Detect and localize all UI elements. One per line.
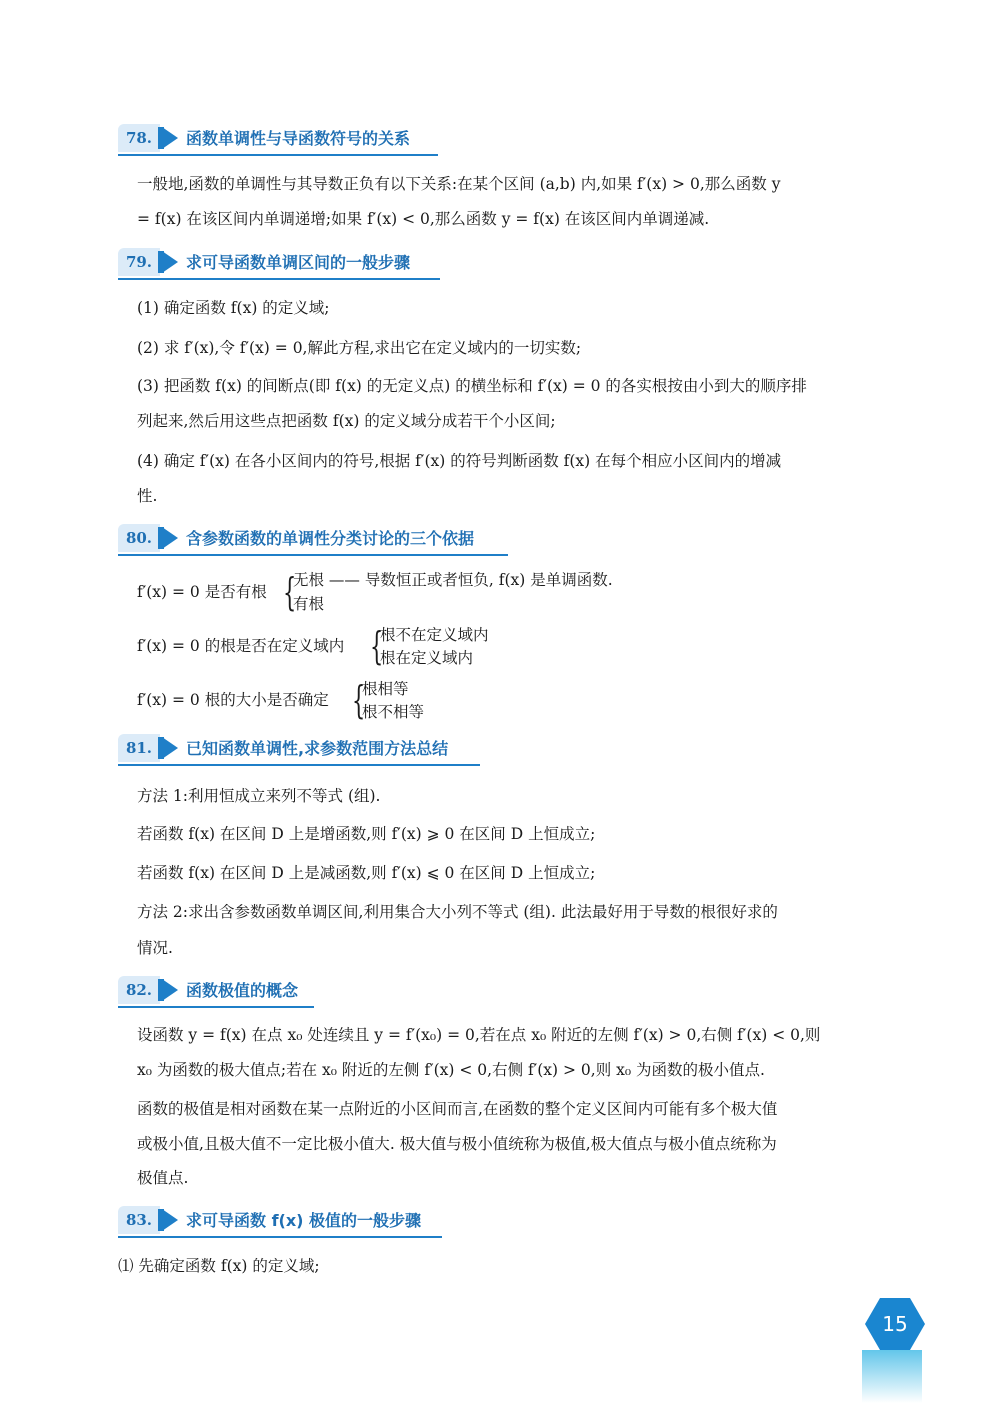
paragraph: 方法 1:利用恒成立来列不等式 (组). xyxy=(137,787,381,805)
case-option: 根不相等 xyxy=(362,703,425,721)
section-number: 81. xyxy=(118,734,160,762)
paragraph: 或极小值,且极大值不一定比极小值大. 极大值与极小值统称为极值,极大值点与极小值点统称为 xyxy=(137,1135,777,1153)
section-title: 函数极值的概念 xyxy=(186,981,299,1000)
paragraph: 设函数 y = f(x) 在点 x₀ 处连续且 y = f′(x₀) = 0,若在点 x₀ 附近的左侧 f′(x) > 0,右侧 f′(x) < 0,则 xyxy=(137,1026,821,1044)
paragraph: 函数的极值是相对函数在某一点附近的小区间而言,在函数的整个定义区间内可能有多个极大值 xyxy=(137,1100,778,1118)
section-number: 78. xyxy=(118,124,160,152)
section-number: 82. xyxy=(118,976,160,1004)
section-header-83 xyxy=(118,1206,442,1238)
section-header-81 xyxy=(118,734,480,766)
section-header-82 xyxy=(118,976,314,1008)
page-number: 15 xyxy=(882,1312,908,1336)
paragraph: 极值点. xyxy=(137,1169,189,1187)
arrow-icon xyxy=(162,979,178,1001)
list-item: (3) 把函数 f(x) 的间断点(即 f(x) 的无定义点) 的横坐标和 f′(x) = 0 的各实根按由小到大的顺序排 xyxy=(137,377,807,395)
list-item: ⑴ 先确定函数 f(x) 的定义域; xyxy=(118,1257,320,1275)
paragraph: 一般地,函数的单调性与其导数正负有以下关系:在某个区间 (a,b) 内,如果 f′(x) > 0,那么函数 y xyxy=(137,175,781,193)
section-header-79 xyxy=(118,248,440,280)
section-number: 80. xyxy=(118,524,160,552)
paragraph: 若函数 f(x) 在区间 D 上是减函数,则 f′(x) ⩽ 0 在区间 D 上恒成立; xyxy=(137,864,596,882)
arrow-icon xyxy=(162,527,178,549)
paragraph: = f(x) 在该区间内单调递增;如果 f′(x) < 0,那么函数 y = f(x) 在该区间内单调递减. xyxy=(137,210,710,228)
section-header-78 xyxy=(118,124,438,156)
page-number-badge xyxy=(865,1298,925,1350)
case-label: f′(x) = 0 根的大小是否确定 xyxy=(137,691,329,709)
paragraph: 方法 2:求出含参数函数单调区间,利用集合大小列不等式 (组). 此法最好用于导数的根很好求的 xyxy=(137,903,778,921)
case-label: f′(x) = 0 的根是否在定义域内 xyxy=(137,637,345,655)
case-option: 根相等 xyxy=(362,680,409,698)
section-number: 79. xyxy=(118,248,160,276)
arrow-icon xyxy=(162,737,178,759)
case-option: 根在定义域内 xyxy=(380,649,474,667)
brace: { xyxy=(283,570,297,614)
case-label: f′(x) = 0 是否有根 xyxy=(137,583,267,601)
list-item: (4) 确定 f′(x) 在各小区间内的符号,根据 f′(x) 的符号判断函数 f(x) 在每个相应小区间内的增减 xyxy=(137,452,782,470)
section-title: 函数单调性与导函数符号的关系 xyxy=(186,129,411,148)
case-option: 无根 —— 导数恒正或者恒负, f(x) 是单调函数. xyxy=(293,571,613,589)
brace: { xyxy=(352,678,366,722)
list-item: 性. xyxy=(137,487,158,505)
section-number: 83. xyxy=(118,1206,160,1234)
section-title: 含参数函数的单调性分类讨论的三个依据 xyxy=(186,529,475,548)
arrow-icon xyxy=(162,1209,178,1231)
section-title: 已知函数单调性,求参数范围方法总结 xyxy=(186,739,449,758)
brace: { xyxy=(370,624,384,668)
arrow-icon xyxy=(162,127,178,149)
page-tab-decoration xyxy=(862,1350,922,1403)
list-item: (1) 确定函数 f(x) 的定义域; xyxy=(137,299,330,317)
section-title: 求可导函数 f(x) 极值的一般步骤 xyxy=(186,1211,422,1230)
list-item: (2) 求 f′(x),令 f′(x) = 0,解此方程,求出它在定义域内的一切实数; xyxy=(137,339,582,357)
section-title: 求可导函数单调区间的一般步骤 xyxy=(186,253,411,272)
list-item: 列起来,然后用这些点把函数 f(x) 的定义域分成若干个小区间; xyxy=(137,412,556,430)
paragraph: 若函数 f(x) 在区间 D 上是增函数,则 f′(x) ⩾ 0 在区间 D 上恒成立; xyxy=(137,825,596,843)
arrow-icon xyxy=(162,251,178,273)
section-header-80 xyxy=(118,524,508,556)
case-option: 根不在定义域内 xyxy=(380,626,489,644)
paragraph: 情况. xyxy=(137,939,173,957)
paragraph: x₀ 为函数的极大值点;若在 x₀ 附近的左侧 f′(x) < 0,右侧 f′(x) > 0,则 x₀ 为函数的极小值点. xyxy=(137,1061,765,1079)
case-option: 有根 xyxy=(293,595,325,613)
